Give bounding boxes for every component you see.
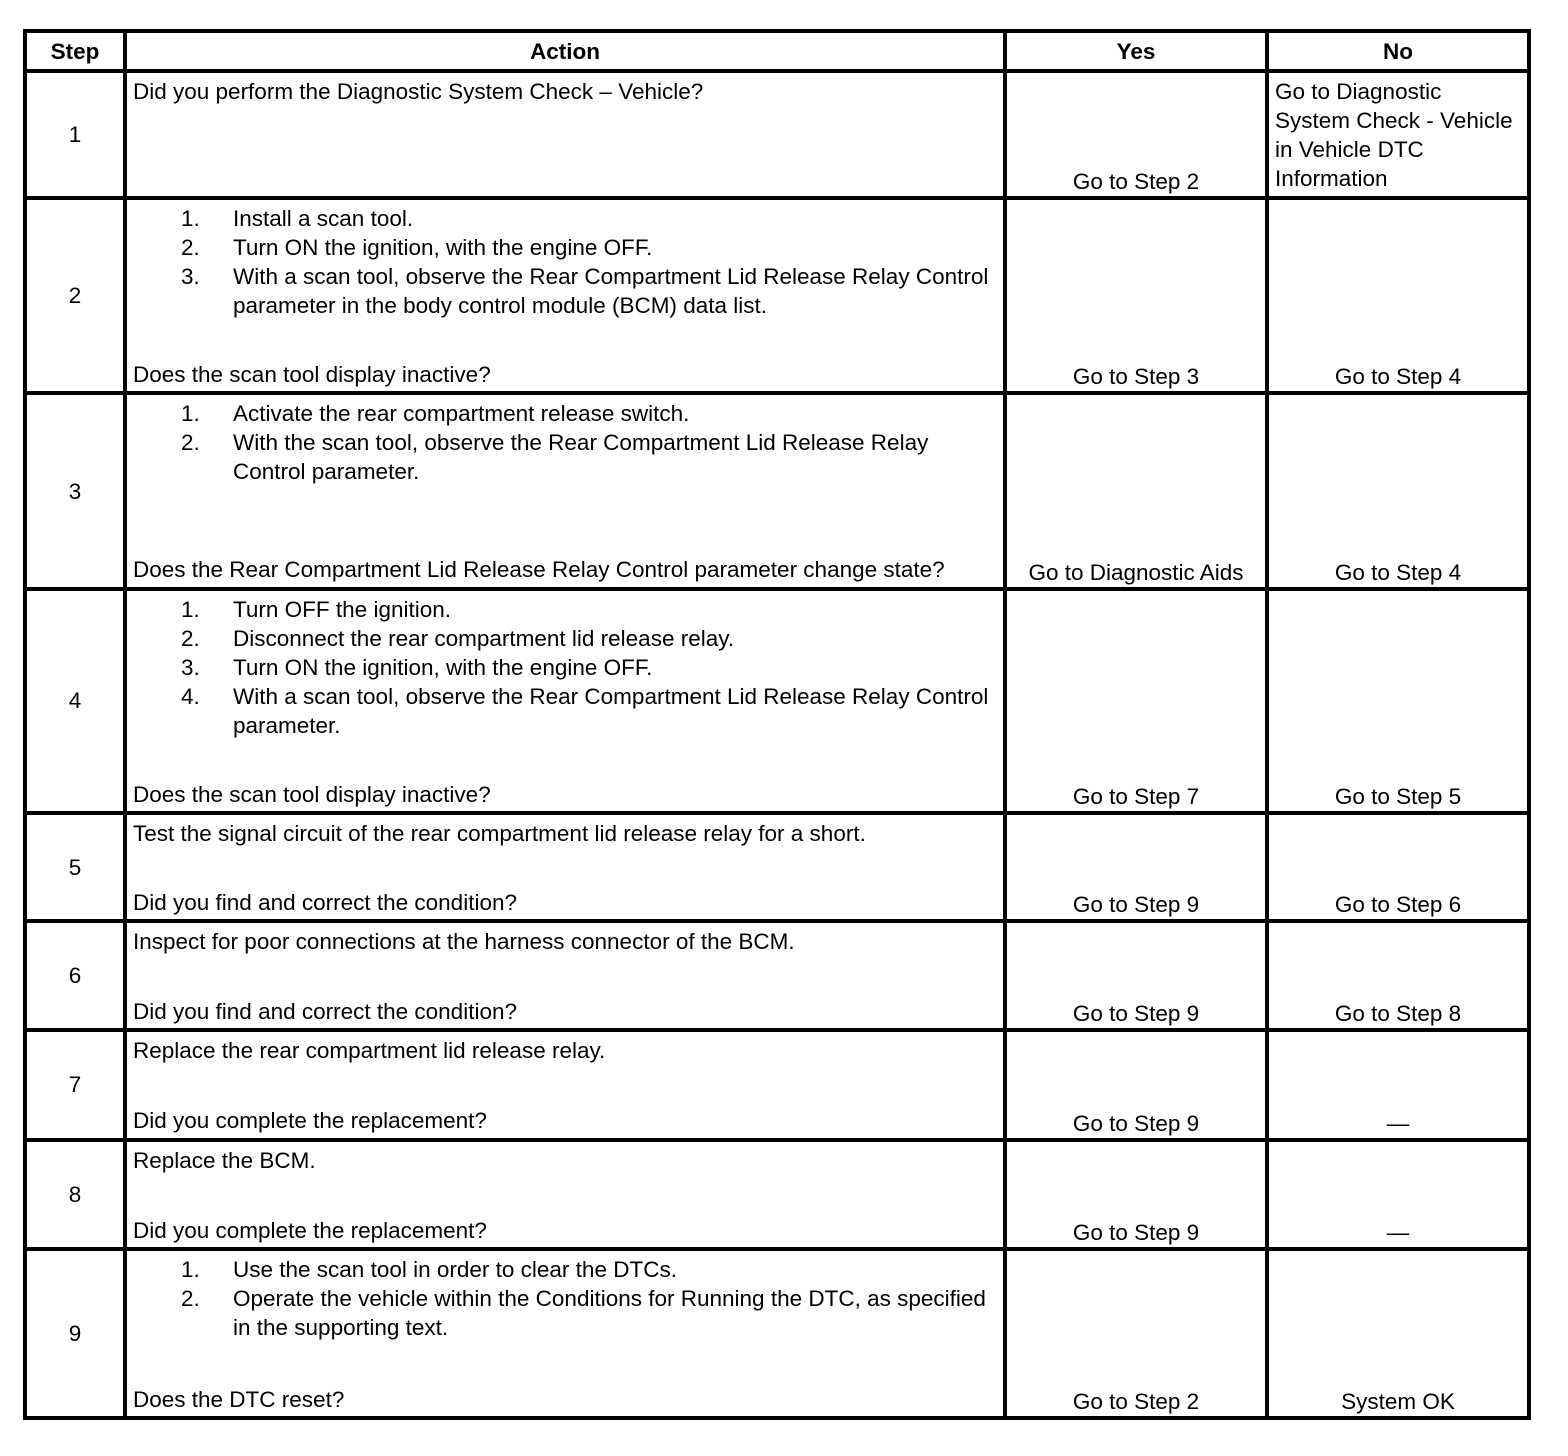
action-question: Did you complete the replacement?	[133, 1108, 487, 1134]
yes-result: Go to Step 9	[1005, 813, 1267, 921]
action-cell	[125, 71, 1005, 198]
substep-item	[133, 1255, 997, 1284]
substep-text: With the scan tool, observe the Rear Compartment Lid Release Relay Control parameter.	[233, 430, 929, 485]
substep-item	[133, 624, 997, 653]
substep-text: Use the scan tool in order to clear the DTCs.	[233, 1256, 677, 1282]
action-intro: Replace the rear compartment lid release relay.	[133, 1038, 606, 1064]
substep-text: Turn ON the ignition, with the engine OFF.	[233, 654, 653, 680]
yes-result: Go to Step 9	[1005, 921, 1267, 1030]
yes-result: Go to Diagnostic Aids	[1005, 393, 1267, 588]
substep-item	[133, 653, 997, 682]
table-row	[25, 921, 1529, 1030]
no-result: Go to Step 6	[1267, 813, 1529, 921]
action-question: Did you find and correct the condition?	[133, 999, 517, 1025]
substep-text: Activate the rear compartment release switch.	[233, 401, 690, 427]
action-question: Did you complete the replacement?	[133, 1217, 487, 1243]
action-intro: Inspect for poor connections at the harness connector of the BCM.	[133, 929, 795, 955]
no-result: Go to Step 4	[1267, 393, 1529, 588]
header-no: No	[1267, 31, 1529, 71]
no-result: Go to Step 5	[1267, 589, 1529, 813]
action-question: Did you find and correct the condition?	[133, 890, 517, 916]
substep-item	[133, 399, 997, 428]
action-cell	[125, 921, 1005, 1030]
header-action: Action	[125, 31, 1005, 71]
substep-text: Turn ON the ignition, with the engine OFF.	[233, 235, 653, 261]
yes-result: Go to Step 3	[1005, 198, 1267, 393]
substep-number: 2.	[181, 235, 200, 261]
substep-item	[133, 595, 997, 624]
no-result: System OK	[1267, 1249, 1529, 1418]
step-number: 5	[25, 813, 125, 921]
yes-result: Go to Step 9	[1005, 1140, 1267, 1249]
table-row	[25, 1249, 1529, 1418]
diagnostic-table	[23, 29, 1531, 1420]
yes-result: Go to Step 2	[1005, 1249, 1267, 1418]
substep-number: 1.	[181, 401, 200, 427]
substep-number: 1.	[181, 206, 200, 232]
action-cell	[125, 393, 1005, 588]
substep-number: 1.	[181, 596, 200, 622]
header-step: Step	[25, 31, 125, 71]
yes-result: Go to Step 7	[1005, 589, 1267, 813]
action-question: Does the Rear Compartment Lid Release Relay Control parameter change state?	[133, 557, 945, 583]
substep-item	[133, 233, 997, 262]
substep-number: 4.	[181, 683, 200, 709]
substep-item	[133, 204, 997, 233]
step-number: 4	[25, 589, 125, 813]
substep-number: 2.	[181, 625, 200, 651]
action-cell	[125, 1140, 1005, 1249]
substep-text: Install a scan tool.	[233, 206, 414, 232]
substep-number: 1.	[181, 1256, 200, 1282]
substep-list	[133, 204, 997, 320]
yes-result: Go to Step 9	[1005, 1030, 1267, 1139]
action-question: Does the scan tool display inactive?	[133, 362, 491, 388]
no-result: —	[1267, 1140, 1529, 1249]
substep-text: Turn OFF the ignition.	[233, 596, 452, 622]
step-number: 7	[25, 1030, 125, 1139]
table-row	[25, 589, 1529, 813]
substep-text: Operate the vehicle within the Conditions for Running the DTC, as specified in the supporting text.	[233, 1285, 986, 1340]
action-cell	[125, 813, 1005, 921]
table-row	[25, 198, 1529, 393]
action-cell	[125, 198, 1005, 393]
action-cell	[125, 589, 1005, 813]
substep-text: With a scan tool, observe the Rear Compartment Lid Release Relay Control parameter in the body control module (BCM) data list.	[233, 264, 989, 319]
step-number: 3	[25, 393, 125, 588]
step-number: 1	[25, 71, 125, 198]
step-number: 9	[25, 1249, 125, 1418]
yes-result: Go to Step 2	[1005, 71, 1267, 198]
table-row	[25, 1140, 1529, 1249]
step-number: 8	[25, 1140, 125, 1249]
no-result: —	[1267, 1030, 1529, 1139]
substep-list	[133, 1255, 997, 1342]
action-intro: Replace the BCM.	[133, 1147, 316, 1173]
action-cell	[125, 1249, 1005, 1418]
table-row	[25, 71, 1529, 198]
action-intro: Test the signal circuit of the rear compartment lid release relay for a short.	[133, 821, 866, 847]
substep-item	[133, 428, 997, 486]
action-cell	[125, 1030, 1005, 1139]
action-question: Did you perform the Diagnostic System Check – Vehicle?	[133, 79, 704, 104]
substep-item	[133, 1284, 997, 1342]
substep-list	[133, 595, 997, 740]
no-result: Go to Step 8	[1267, 921, 1529, 1030]
substep-number: 2.	[181, 1285, 200, 1311]
substep-number: 3.	[181, 264, 200, 290]
step-number: 2	[25, 198, 125, 393]
action-question: Does the scan tool display inactive?	[133, 781, 491, 807]
no-result: Go to Step 4	[1267, 198, 1529, 393]
table-row	[25, 813, 1529, 921]
substep-text: Disconnect the rear compartment lid release relay.	[233, 625, 735, 651]
table-row	[25, 1030, 1529, 1139]
substep-text: With a scan tool, observe the Rear Compartment Lid Release Relay Control parameter.	[233, 683, 989, 738]
substep-item	[133, 262, 997, 320]
substep-list	[133, 399, 997, 486]
step-number: 6	[25, 921, 125, 1030]
substep-number: 2.	[181, 430, 200, 456]
header-yes: Yes	[1005, 31, 1267, 71]
no-result: Go to Diagnostic System Check - Vehicle in Vehicle DTC Information	[1267, 71, 1529, 198]
substep-number: 3.	[181, 654, 200, 680]
table-row	[25, 393, 1529, 588]
header-row	[25, 31, 1529, 71]
action-question: Does the DTC reset?	[133, 1386, 345, 1412]
substep-item	[133, 682, 997, 740]
